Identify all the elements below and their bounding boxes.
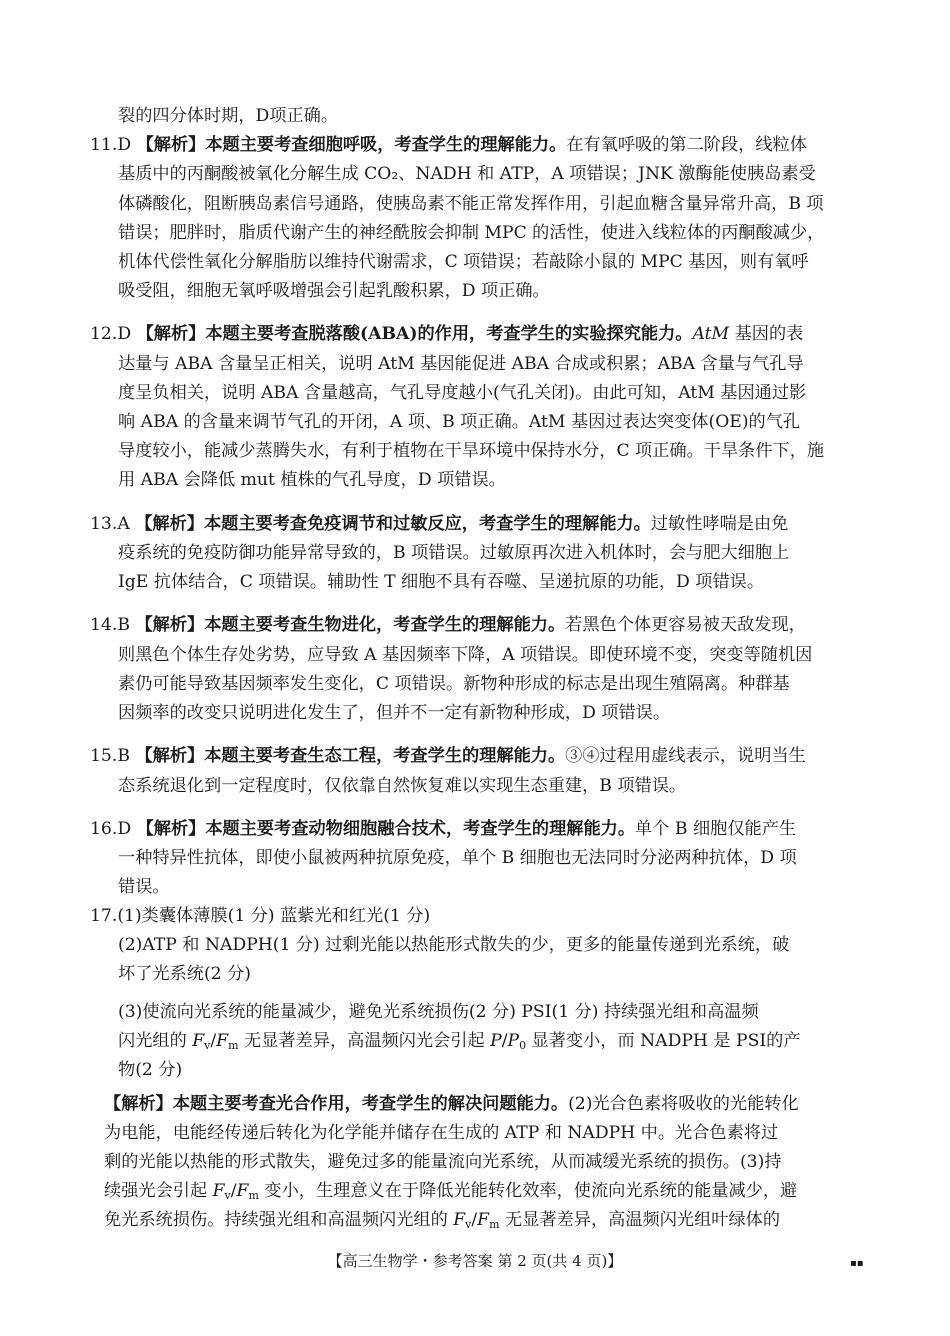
- text-line: (3)使流向光系统的能量减少，避免光系统损伤(2 分) PSⅠ(1 分) 持续强光组和高温频: [118, 1002, 759, 1022]
- text-line: 物(2 分): [118, 1060, 183, 1080]
- text-line: 用 ABA 会降低 mut 植株的气孔导度，D 项错误。: [118, 470, 506, 490]
- text-line: (2)ATP 和 NADPH(1 分) 过剩光能以热能形式散失的少，更多的能量传递到光系统，破: [118, 935, 790, 955]
- text-line: 因频率的改变只说明进化发生了，但并不一定有新物种形成，D 项错误。: [118, 703, 671, 723]
- corner-mark: ▪▪: [850, 1258, 864, 1269]
- text-line: 达量与 ABA 含量呈正相关，说明 AtM 基因能促进 ABA 合成或积累；ABA 含量与气孔导: [118, 354, 804, 374]
- text-line: 态系统退化到一定程度时，仅依靠自然恢复难以实现生态重建，B 项错误。: [118, 776, 687, 796]
- text-line: 为电能，电能经传递后转化为化学能并储存在生成的 ATP 和 NADPH 中。光合色素将过: [104, 1123, 779, 1143]
- text-line: 16.D 【解析】本题主要考查动物细胞融合技术，考查学生的理解能力。单个 B 细胞仅能产生: [90, 819, 797, 839]
- text-line: 错误。: [118, 877, 170, 897]
- page-footer: 【高三生物学・参考答案 第 2 页(共 4 页)】: [327, 1252, 623, 1270]
- text-line: 11.D 【解析】本题主要考查细胞呼吸，考查学生的理解能力。在有氧呼吸的第二阶段，线粒体: [90, 135, 807, 155]
- text-line: 15.B 【解析】本题主要考查生态工程，考查学生的理解能力。③④过程用虚线表示，说明当生: [90, 746, 806, 766]
- text-line: 17.(1)类囊体薄膜(1 分) 蓝紫光和红光(1 分): [90, 906, 431, 926]
- text-line: 导度较小，能减少蒸腾失水，有利于植物在干旱环境中保持水分，C 项正确。干旱条件下，施: [118, 441, 825, 461]
- text-line: 闪光组的 $F_v/F_m$ 无显著差异，高温频闪光会引起 $P/P_0$ 显著变小，而 NADPH 是 PSⅠ的产: [118, 1031, 801, 1052]
- text-line: 素仍可能导致基因频率发生变化，C 项错误。新物种形成的标志是出现生殖隔离。种群基: [118, 674, 790, 694]
- text-line: 剩的光能以热能的形式散失，避免过多的能量流向光系统，从而减缓光系统的损伤。(3)持: [104, 1152, 782, 1172]
- text-line: 基质中的丙酮酸被氧化分解生成 CO₂、NADH 和 ATP，A 项错误；JNK 激酶能使胰岛素受: [118, 164, 816, 184]
- text-line: 吸受阻，细胞无氧呼吸增强会引起乳酸积累，D 项正确。: [118, 281, 550, 301]
- text-line: 12.D 【解析】本题主要考查脱落酸(ABA)的作用，考查学生的实验探究能力。AtM 基因的表: [90, 324, 804, 344]
- text-line: 免光系统损伤。持续强光组和高温频闪光组的 $F_v/F_m$ 无显著差异，高温频闪光组叶绿体的: [104, 1210, 781, 1231]
- text-line: 13.A 【解析】本题主要考查免疫调节和过敏反应，考查学生的理解能力。过敏性哮喘是由免: [90, 514, 789, 534]
- text-line: 则黑色个体生存处劣势，应导致 A 基因频率下降，A 项错误。即使环境不变，突变等随机因: [118, 645, 813, 665]
- text-line: 14.B 【解析】本题主要考查生物进化，考查学生的理解能力。若黑色个体更容易被天敌发现，: [90, 615, 806, 635]
- text-line: 疫系统的免疫防御功能异常导致的，B 项错误。过敏原再次进入机体时，会与肥大细胞上: [118, 543, 790, 563]
- text-line: 机体代偿性氧化分解脂肪以维持代谢需求，C 项错误；若敲除小鼠的 MPC 基因，则有氧呼: [118, 252, 809, 272]
- text-line: 响 ABA 的含量来调节气孔的开闭，A 项、B 项正确。AtM 基因过表达突变体(OE)的气孔: [118, 412, 801, 432]
- text-line: 【解析】本题主要考查光合作用，考查学生的解决问题能力。(2)光合色素将吸收的光能转化: [104, 1094, 799, 1114]
- text-line: 度呈负相关，说明 ABA 含量越高，气孔导度越小(气孔关闭)。由此可知，AtM 基因通过影: [118, 383, 807, 403]
- text-line: 裂的四分体时期，D项正确。: [118, 106, 339, 126]
- text-line: 坏了光系统(2 分): [118, 964, 251, 984]
- text-line: IgE 抗体结合，C 项错误。辅助性 T 细胞不具有吞噬、呈递抗原的功能，D 项错误。: [118, 572, 765, 592]
- text-line: 一种特异性抗体，即使小鼠被两种抗原免疫，单个 B 细胞也无法同时分泌两种抗体，D 项: [118, 848, 797, 868]
- text-line: 体磷酸化，阻断胰岛素信号通路，使胰岛素不能正常发挥作用，引起血糖含量异常升高，B 项: [118, 194, 824, 214]
- text-line: 续强光会引起 $F_v/F_m$ 变小，生理意义在于降低光能转化效率，使流向光系统的能量减少，避: [104, 1181, 798, 1202]
- text-line: 错误；肥胖时，脂质代谢产生的神经酰胺会抑制 MPC 的活性，使进入线粒体的丙酮酸减少，: [118, 223, 825, 243]
